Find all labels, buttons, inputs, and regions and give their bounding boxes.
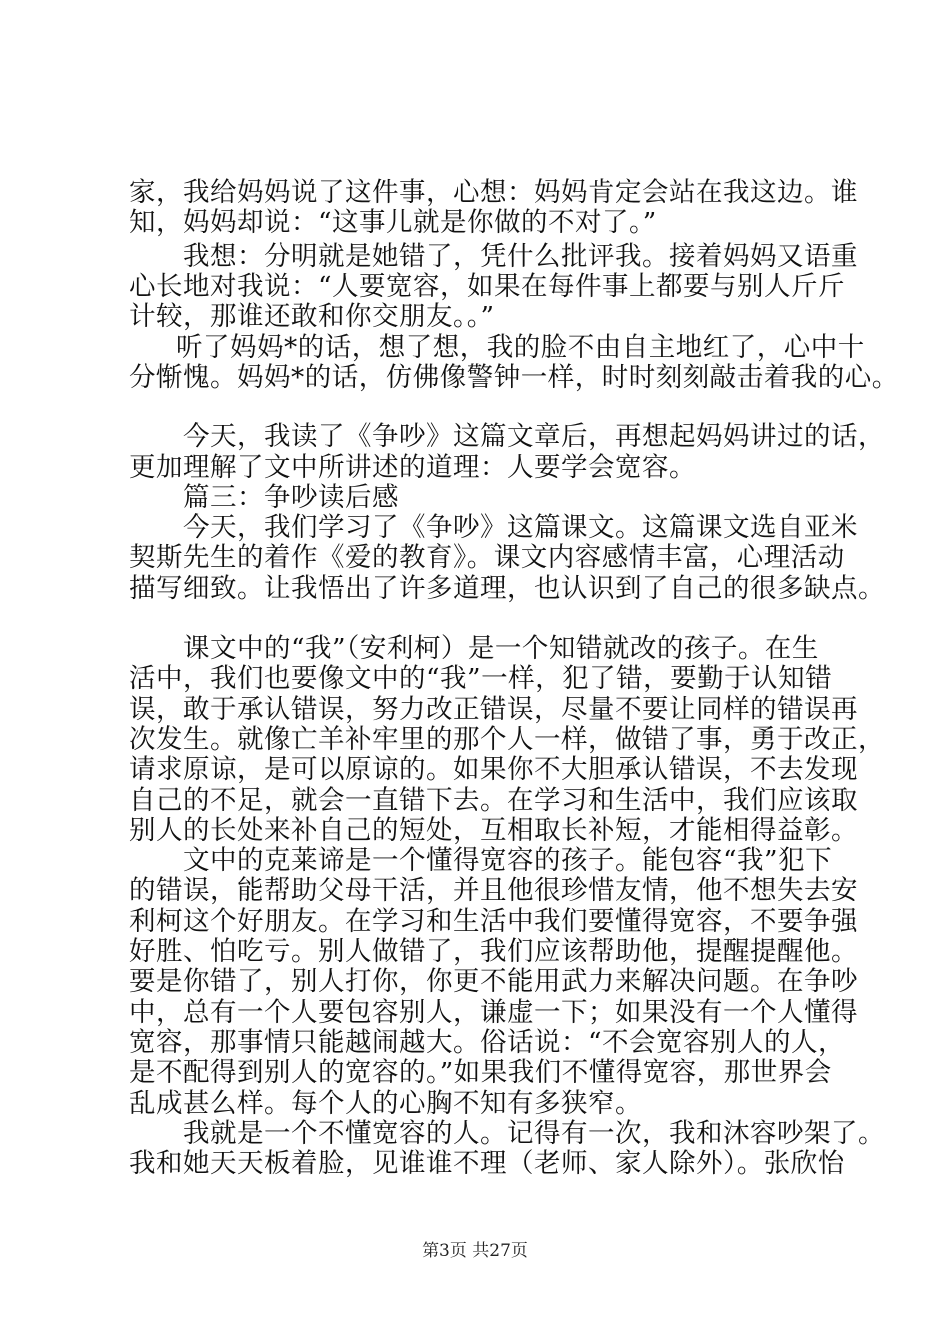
text-line: 乱成甚么样。每个人的心胸不知有多狭窄。: [129, 1088, 642, 1119]
text-line: 要是你错了，别人打你，你更不能用武力来解决问题。在争吵: [129, 966, 858, 997]
text-line: 我就是一个不懂宽容的人。记得有一次，我和沐容吵架了。: [183, 1118, 885, 1149]
text-line: 是不配得到别人的宽容的。”如果我们不懂得宽容，那世界会: [129, 1057, 832, 1088]
text-line: 请求原谅，是可以原谅的。如果你不大胆承认错误，不去发现: [129, 754, 858, 785]
text-line: 利柯这个好朋友。在学习和生活中我们要懂得宽容，不要争强: [129, 906, 858, 937]
text-line: 文中的克莱谛是一个懂得宽容的孩子。能包容“我”犯下: [183, 845, 833, 876]
text-line: 好胜、怕吃亏。别人做错了，我们应该帮助他，提醒提醒他。: [129, 936, 858, 967]
text-line: 自己的不足，就会一直错下去。在学习和生活中，我们应该取: [129, 785, 858, 816]
text-line: 计较，那谁还敢和你交朋友。。”: [129, 301, 495, 332]
text-line: 听了妈妈*的话，想了想，我的脸不由自主地红了，心中十: [176, 332, 865, 363]
section-heading: 篇三：争吵读后感: [183, 482, 399, 513]
text-line: 今天，我们学习了《争吵》这篇课文。这篇课文选自亚米: [183, 512, 858, 543]
text-line: 误，敢于承认错误，努力改正错误，尽量不要让同样的错误再: [129, 694, 858, 725]
text-line: 分惭愧。妈妈*的话，仿佛像警钟一样，时时刻刻敲击着我的心。: [129, 362, 899, 393]
text-line: 更加理解了文中所讲述的道理：人要学会宽容。: [129, 452, 696, 483]
text-line: 宽容，那事情只能越闹越大。俗话说：“不会宽容别人的人，: [129, 1027, 846, 1058]
text-line: 课文中的“我”（安利柯）是一个知错就改的孩子。在生: [183, 633, 819, 664]
text-line: 心长地对我说：“人要宽容，如果在每件事上都要与别人斤斤: [129, 271, 846, 302]
text-line: 契斯先生的着作《爱的教育》。课文内容感情丰富，心理活动: [129, 542, 845, 573]
text-line: 我想：分明就是她错了，凭什么批评我。接着妈妈又语重: [183, 241, 858, 272]
text-line: 活中，我们也要像文中的“我”一样，犯了错，要勤于认知错: [129, 663, 833, 694]
text-line: 家，我给妈妈说了这件事，心想：妈妈肯定会站在我这边。谁: [129, 177, 858, 208]
page-number-footer: 第3页 共27页: [422, 1241, 528, 1261]
text-line: 今天，我读了《争吵》这篇文章后，再想起妈妈讲过的话，: [183, 421, 885, 452]
text-line: 的错误，能帮助父母干活，并且他很珍惜友情，他不想失去安: [129, 875, 858, 906]
text-line: 次发生。就像亡羊补牢里的那个人一样，做错了事，勇于改正，: [129, 724, 885, 755]
text-line: 描写细致。让我悟出了许多道理，也认识到了自己的很多缺点。: [129, 573, 885, 604]
text-line: 别人的长处来补自己的短处，互相取长补短，才能相得益彰。: [129, 815, 858, 846]
text-line: 我和她天天板着脸，见谁谁不理（老师、家人除外）。张欣怡: [129, 1148, 845, 1179]
text-line: 中，总有一个人要包容别人，谦虚一下；如果没有一个人懂得: [129, 997, 858, 1028]
text-line: 知，妈妈却说：“这事儿就是你做的不对了。”: [129, 207, 657, 238]
